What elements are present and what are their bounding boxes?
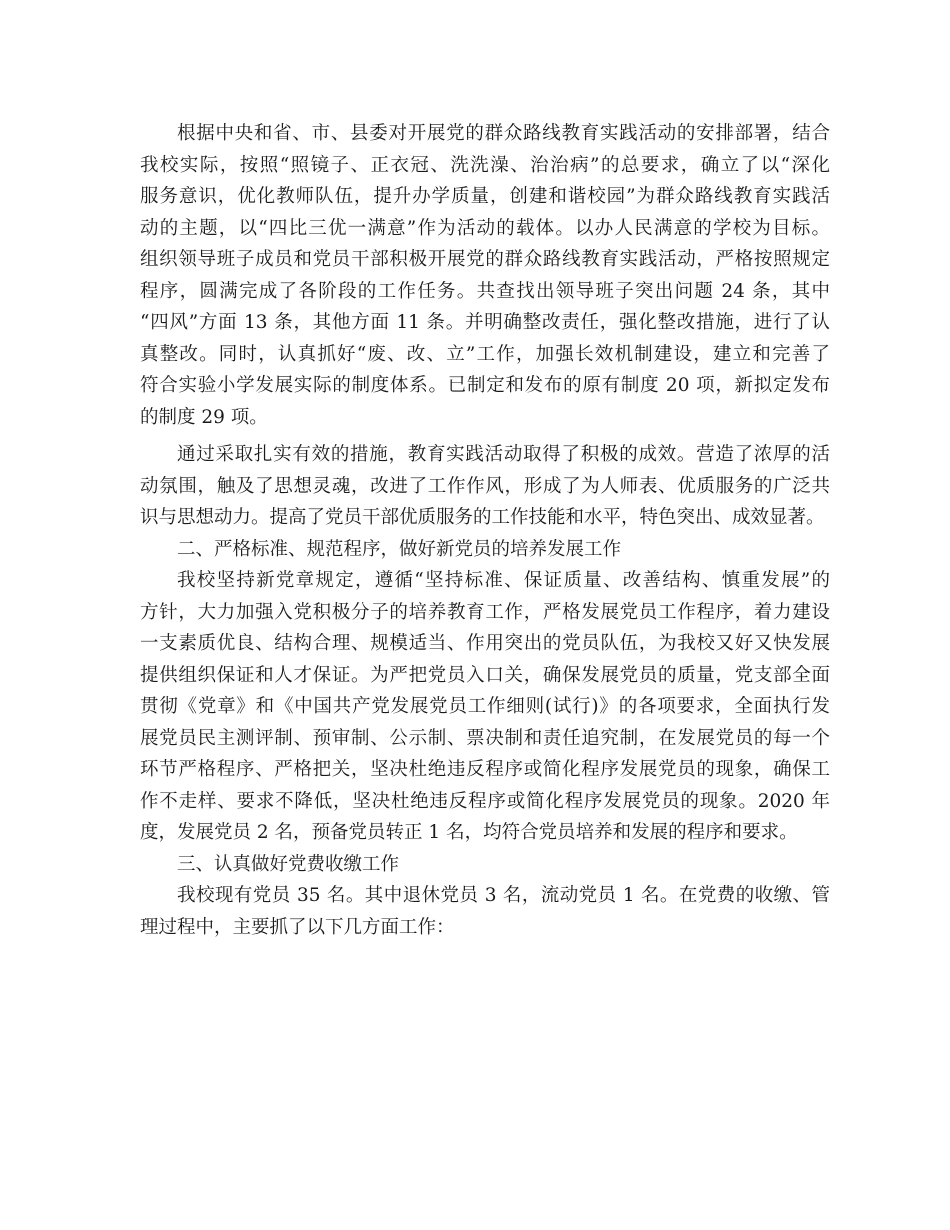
paragraph-2-line-3: 识与思想动力。提高了党员干部优质服务的工作技能和水平，特色突出、成效显著。: [140, 507, 825, 528]
paragraph-1-line-6: 程序，圆满完成了各阶段的工作任务。共查找出领导班子突出问题 24 条，其中: [140, 280, 830, 302]
section-heading-2: 二、严格标准、规范程序，做好新党员的培养发展工作: [177, 538, 622, 560]
section-heading-3: 三、认真做好党费收缴工作: [177, 853, 400, 875]
paragraph-3-line-9: 度，发展党员 2 名，预备党员转正 1 名，均符合党员培养和发展的程序和要求。: [140, 822, 798, 843]
paragraph-3-line-8: 作不走样、要求不降低，坚决杜绝违反程序或简化程序发展党员的现象。2020 年: [140, 790, 830, 812]
paragraph-4-line-2: 理过程中，主要抓了以下几方面工作：: [140, 916, 455, 938]
paragraph-1-line-1: 根据中央和省、市、县委对开展党的群众路线教育实践活动的安排部署，结合: [177, 123, 830, 144]
paragraph-1-line-9: 符合实验小学发展实际的制度体系。已制定和发布的原有制度 20 项，新拟定发布: [140, 375, 830, 396]
paragraph-1-line-7: “四风”方面 13 条，其他方面 11 条。并明确整改责任，强化整改措施，进行了认: [140, 312, 830, 333]
paragraph-3-line-3: 一支素质优良、结构合理、规模适当、作用突出的党员队伍，为我校又好又快发展: [140, 633, 830, 654]
paragraph-3-line-5: 贯彻《党章》和《中国共产党发展党员工作细则(试行)》的各项要求，全面执行发: [140, 696, 830, 717]
paragraph-1-line-4: 动的主题，以“四比三优一满意”作为活动的载体。以办人民满意的学校为目标。: [140, 217, 830, 239]
paragraph-1-line-2: 我校实际，按照“照镜子、正衣冠、洗洗澡、治治病”的总要求，确立了以“深化: [140, 154, 830, 176]
paragraph-3-line-7: 环节严格程序、严格把关，坚决杜绝违反程序或简化程序发展党员的现象，确保工: [140, 759, 830, 780]
paragraph-2-line-1: 通过采取扎实有效的措施，教育实践活动取得了积极的成效。营造了浓厚的活: [177, 444, 830, 465]
paragraph-3-line-6: 展党员民主测评制、预审制、公示制、票决制和责任追究制，在发展党员的每一个: [140, 727, 830, 749]
paragraph-2-line-2: 动氛围，触及了思想灵魂，改进了工作作风，形成了为人师表、优质服务的广泛共: [140, 475, 830, 497]
paragraph-3-line-4: 提供组织保证和人才保证。为严把党员入口关，确保发展党员的质量，党支部全面: [140, 664, 830, 686]
paragraph-1-line-5: 组织领导班子成员和党员干部积极开展党的群众路线教育实践活动，严格按照规定: [140, 249, 830, 270]
paragraph-4-line-1: 我校现有党员 35 名。其中退休党员 3 名，流动党员 1 名。在党费的收缴、管: [177, 885, 830, 906]
paragraph-1-line-8: 真整改。同时，认真抓好“废、改、立”工作，加强长效机制建设，建立和完善了: [140, 343, 830, 365]
paragraph-1-line-3: 服务意识，优化教师队伍，提升办学质量，创建和谐校园”为群众路线教育实践活: [140, 186, 830, 207]
document-body: [140, 118, 830, 943]
paragraph-1-line-10: 的制度 29 项。: [140, 406, 268, 428]
paragraph-3-line-1: 我校坚持新党章规定，遵循“坚持标准、保证质量、改善结构、慎重发展”的: [177, 570, 830, 591]
paragraph-3-line-2: 方针，大力加强入党积极分子的培养教育工作，严格发展党员工作程序，着力建设: [140, 601, 830, 623]
